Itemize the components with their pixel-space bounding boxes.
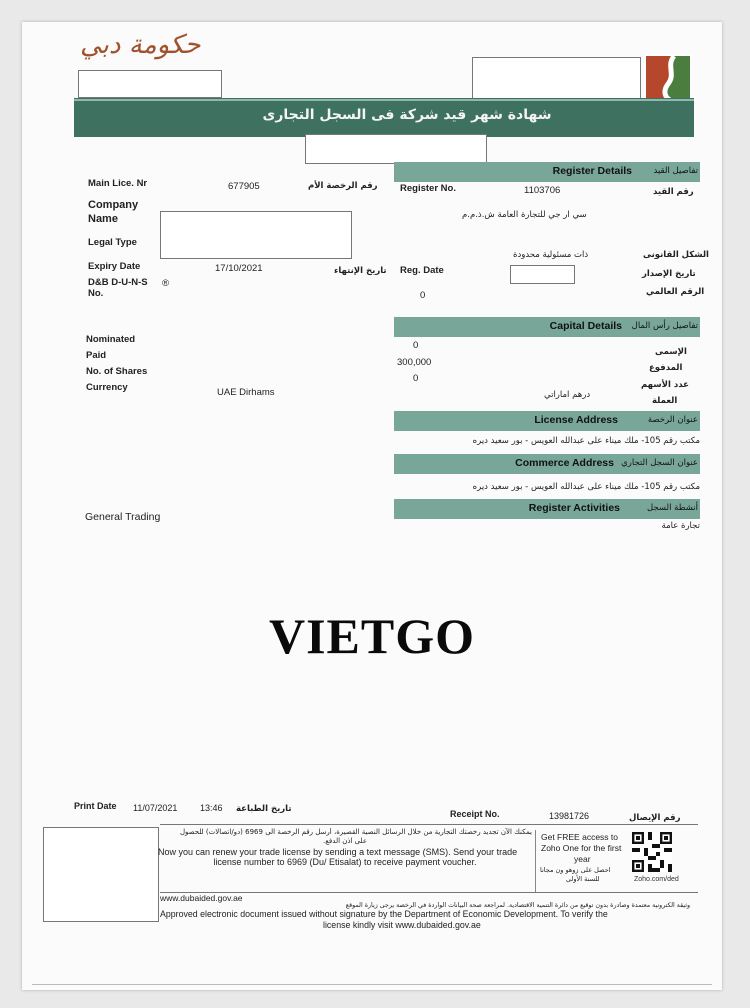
paid-label: Paid <box>86 350 107 361</box>
reg-date-label: Reg. Date <box>400 265 444 276</box>
license-address-band: License Address عنوان الرخصة <box>394 411 700 431</box>
shares-value: 0 <box>413 373 419 384</box>
activities-ar-value: تجارة عامة <box>661 521 700 531</box>
commerce-address-value: مكتب رقم 105- ملك ميناء على عبدالله العويس - بور سعيد ديره <box>472 482 700 492</box>
currency-label: Currency <box>86 382 128 393</box>
expiry-date-label: Expiry Date <box>88 261 141 272</box>
duns-value: 0 <box>420 290 426 301</box>
vietgo-watermark: VIETGO <box>268 608 476 664</box>
nominated-value: 0 <box>413 340 419 351</box>
redacted-box <box>43 827 159 922</box>
license-address-value: مكتب رقم 105- ملك ميناء على عبدالله العويس - بور سعيد ديره <box>472 436 700 446</box>
print-date-value: 11/07/2021 <box>133 803 178 813</box>
receipt-no-label: Receipt No. <box>450 809 500 819</box>
company-name-ar-value: سي ار جي للتجارة العامة ش.ذ.م.م <box>462 210 587 220</box>
expiry-date-ar-label: تاريخ الإنتهاء <box>334 266 387 276</box>
duns-mark: ® <box>162 278 169 289</box>
title-bar-line <box>74 99 694 101</box>
register-no-label: Register No. <box>400 183 456 194</box>
receipt-no-ar-label: رقم الإيصال <box>629 813 681 823</box>
footer-top-rule <box>160 824 698 825</box>
reg-date-ar-label: تاريخ الإصدار <box>642 269 696 279</box>
print-date-label: Print Date <box>74 801 117 811</box>
register-no-value: 1103706 <box>524 185 561 196</box>
trade-license-certificate <box>22 22 722 990</box>
redacted-box <box>305 134 487 164</box>
main-licence-value: 677905 <box>228 181 260 192</box>
register-details-band: Register Details تفاصيل القيد <box>394 162 700 182</box>
disclaimer: www.dubaided.gov.ae وثيقة الكترونية معتمدة وصادرة بدون توقيع من دائرة التنمية الاقتصادية. لمراجعة صحة البيانات الواردة في الرخصة يرجى زيارة الموقع Approved electronic document issued without signature by the Department of Economic Development. To verify the license kindly visit www.dubaided.gov.ae <box>160 893 690 930</box>
activities-en-value: General Trading <box>85 511 161 523</box>
currency-ar-value: درهم اماراتي <box>544 390 591 400</box>
receipt-no-value: 13981726 <box>549 811 590 821</box>
company-name-label: Company Name <box>88 199 139 225</box>
main-licence-ar-label: رقم الرخصة الأم <box>308 181 378 191</box>
duns-ar-label: الرقم العالمي <box>646 287 705 297</box>
paid-value: 300,000 <box>397 357 432 368</box>
commerce-address-band: Commerce Address عنوان السجل التجاري <box>394 454 700 474</box>
currency-value: UAE Dirhams <box>217 387 275 398</box>
shares-label: No. of Shares <box>86 366 148 377</box>
ded-emblem-icon <box>644 54 692 102</box>
bottom-rule <box>32 984 712 985</box>
dubai-government-logo: حكومة دبي <box>80 30 201 60</box>
print-time-value: 13:46 <box>200 803 223 813</box>
redacted-box <box>160 211 352 259</box>
sms-notice: يمكنك الآن تجديد رخصتك التجارية من خلال الرسائل النصية القصيرة، أرسل رقم الرخصة الى 6969 (دو/اتصالات) للحصول على اذن الدفع. Now you can renew your trade license by sending a text message (SMS). Send your trade license number to 6969 (Du/ Etisalat) to receive payment voucher. <box>158 828 532 867</box>
qr-code-icon <box>632 832 672 872</box>
legal-type-ar-value: ذات مسئولية محدودة <box>513 250 589 260</box>
main-licence-label: Main Lice. Nr <box>88 178 148 189</box>
certificate-title: شهادة شهر قيد شركة فى السجل التجارى <box>262 107 552 123</box>
nominated-label: Nominated <box>86 334 136 345</box>
register-activities-band: Register Activities أنشطة السجل <box>394 499 700 519</box>
duns-label: D&B D-U-N-S No. <box>88 277 148 299</box>
expiry-date-value: 17/10/2021 <box>215 263 263 274</box>
register-no-ar-label: رقم القيد <box>653 187 694 197</box>
nominated-ar-label: الإسمى <box>655 347 687 357</box>
shares-ar-label: عدد الأسهم <box>641 380 689 390</box>
zoho-box: Get FREE access to Zoho One for the first year احصل على زوهو ون مجانا للسنة الأولى Zoho.com/ded <box>535 830 696 892</box>
capital-details-band: Capital Details تفاصيل رأس المال <box>394 317 700 337</box>
paid-ar-label: المدفوع <box>649 363 683 373</box>
redacted-box <box>78 70 222 98</box>
currency-ar-label: العملة <box>652 396 678 406</box>
print-date-ar-label: تاريخ الطباعة <box>236 804 292 814</box>
legal-type-ar-label: الشكل القانونى <box>643 250 709 260</box>
redacted-box <box>510 265 575 284</box>
legal-type-label: Legal Type <box>88 237 137 248</box>
